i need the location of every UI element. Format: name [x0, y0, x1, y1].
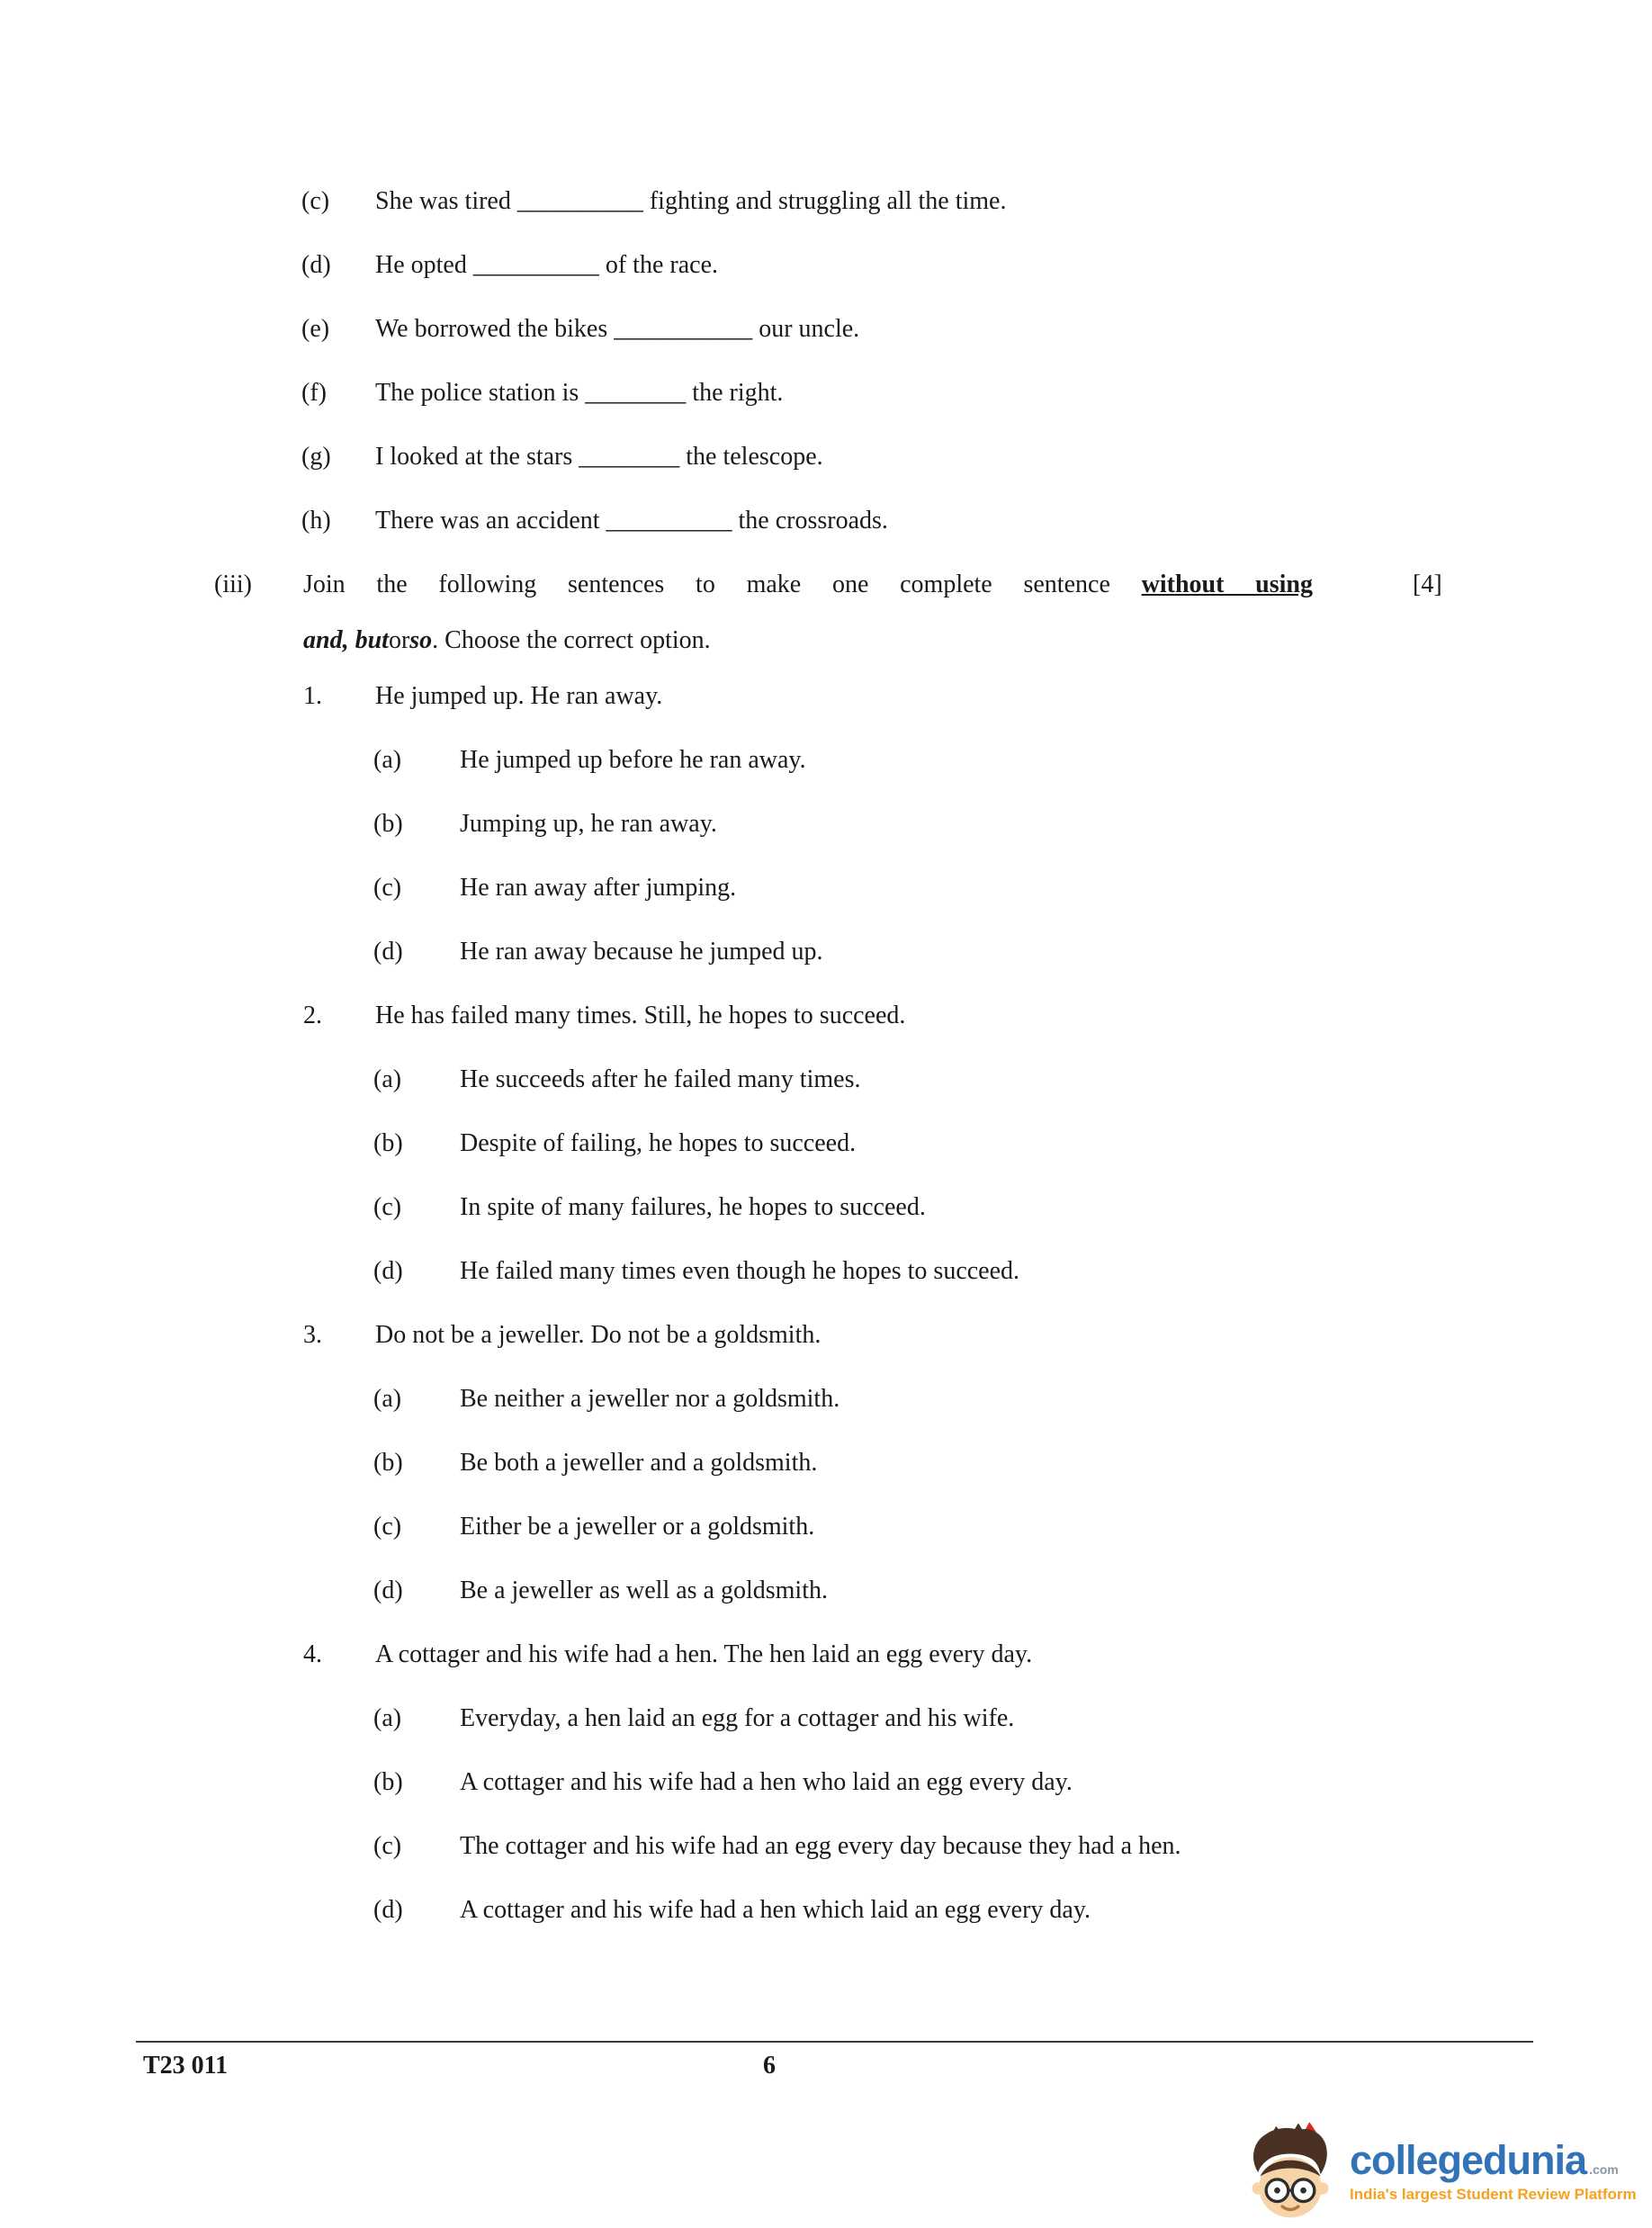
fill-blank-item [0, 441, 1652, 473]
section-instruction-line2 [0, 624, 1652, 657]
option-row [0, 1766, 1652, 1799]
instruction-text: . Choose the correct option. [432, 626, 711, 654]
question-text: He has failed many times. Still, he hopes to succeed. [375, 1002, 906, 1029]
option-text: Be a jeweller as well as a goldsmith. [460, 1577, 828, 1604]
question-number: 1. [303, 682, 322, 710]
option-text: The cottager and his wife had an egg every day because they had a hen. [460, 1832, 1181, 1860]
item-label: (d) [301, 251, 331, 279]
item-label: (h) [301, 507, 331, 535]
question-row [0, 1000, 1652, 1032]
option-row [0, 1127, 1652, 1160]
marks-badge: [4] [1413, 570, 1442, 598]
option-label: (c) [373, 874, 402, 902]
brand-name: collegedunia [1350, 2137, 1587, 2183]
option-text: A cottager and his wife had a hen who laid an egg every day. [460, 1768, 1073, 1796]
option-text: Despite of failing, he hopes to succeed. [460, 1129, 857, 1157]
item-label: (f) [301, 379, 327, 407]
item-text: I looked at the stars ________ the telescope. [375, 443, 823, 471]
option-row [0, 1383, 1652, 1415]
option-row [0, 1894, 1652, 1927]
option-label: (d) [373, 938, 403, 966]
item-label: (c) [301, 187, 330, 215]
instruction-emphasis: without using [1141, 570, 1313, 598]
option-row [0, 1447, 1652, 1479]
collegedunia-logo [1240, 2120, 1637, 2223]
question-number: 3. [303, 1321, 322, 1349]
option-label: (b) [373, 1768, 403, 1796]
option-row [0, 1702, 1652, 1735]
instruction-word: so [409, 626, 433, 654]
section-instruction [303, 569, 1313, 601]
item-text: The police station is ________ the right. [375, 379, 784, 407]
question-row [0, 680, 1652, 713]
instruction-word: and, but [303, 626, 389, 654]
question-row [0, 1319, 1652, 1352]
option-label: (a) [373, 1385, 402, 1413]
brand-suffix: .com [1589, 2162, 1619, 2177]
option-label: (b) [373, 1449, 403, 1477]
option-row [0, 872, 1652, 904]
option-text: In spite of many failures, he hopes to succeed. [460, 1193, 926, 1221]
option-label: (d) [373, 1577, 403, 1604]
option-text: Either be a jeweller or a goldsmith. [460, 1513, 815, 1541]
option-row [0, 808, 1652, 840]
option-row [0, 1191, 1652, 1224]
item-text: He opted __________ of the race. [375, 251, 718, 279]
footer-rule [136, 2041, 1533, 2043]
option-text: He ran away after jumping. [460, 874, 737, 902]
option-label: (d) [373, 1896, 403, 1924]
question-row [0, 1639, 1652, 1671]
question-text: A cottager and his wife had a hen. The hen laid an egg every day. [375, 1640, 1033, 1668]
section-label: (iii) [214, 570, 252, 598]
brand-text-block [1350, 2139, 1637, 2204]
instruction-text: Join the following sentences to make one complete sentence [303, 570, 1110, 598]
option-label: (c) [373, 1832, 402, 1860]
fill-blank-item [0, 313, 1652, 346]
question-text: He jumped up. He ran away. [375, 682, 663, 710]
section-heading [0, 569, 1652, 601]
item-text: There was an accident __________ the crossroads. [375, 507, 888, 535]
option-label: (c) [373, 1513, 402, 1541]
option-label: (a) [373, 1065, 402, 1093]
item-label: (e) [301, 315, 330, 343]
exam-code: T23 011 [143, 2052, 229, 2080]
question-number: 4. [303, 1640, 322, 1668]
option-label: (a) [373, 746, 402, 774]
mascot-icon [1240, 2120, 1341, 2223]
option-text: He ran away because he jumped up. [460, 938, 823, 966]
option-text: Everyday, a hen laid an egg for a cottager and his wife. [460, 1704, 1015, 1732]
option-text: He jumped up before he ran away. [460, 746, 806, 774]
option-label: (b) [373, 1129, 403, 1157]
brand-tagline: India's largest Student Review Platform [1350, 2186, 1637, 2203]
fill-blank-item [0, 185, 1652, 218]
option-label: (a) [373, 1704, 402, 1732]
option-row [0, 1255, 1652, 1288]
option-label: (c) [373, 1193, 402, 1221]
option-text: He succeeds after he failed many times. [460, 1065, 861, 1093]
option-text: He failed many times even though he hopes to succeed. [460, 1257, 1020, 1285]
option-text: Be both a jeweller and a goldsmith. [460, 1449, 818, 1477]
page-number: 6 [763, 2052, 776, 2080]
option-text: Jumping up, he ran away. [460, 810, 717, 838]
option-text: A cottager and his wife had a hen which laid an egg every day. [460, 1896, 1091, 1924]
item-text: She was tired __________ fighting and struggling all the time. [375, 187, 1007, 215]
option-row [0, 1575, 1652, 1607]
fill-blank-item [0, 249, 1652, 282]
option-text: Be neither a jeweller nor a goldsmith. [460, 1385, 840, 1413]
question-number: 2. [303, 1002, 322, 1029]
option-row [0, 1830, 1652, 1863]
question-text: Do not be a jeweller. Do not be a goldsmith. [375, 1321, 822, 1349]
item-text: We borrowed the bikes ___________ our uncle. [375, 315, 860, 343]
option-label: (b) [373, 810, 403, 838]
option-row [0, 1064, 1652, 1096]
instruction-text: or [388, 626, 410, 654]
option-row [0, 744, 1652, 777]
option-row [0, 1511, 1652, 1543]
option-label: (d) [373, 1257, 403, 1285]
option-row [0, 936, 1652, 968]
item-label: (g) [301, 443, 331, 471]
fill-blank-item [0, 377, 1652, 409]
fill-blank-item [0, 505, 1652, 537]
